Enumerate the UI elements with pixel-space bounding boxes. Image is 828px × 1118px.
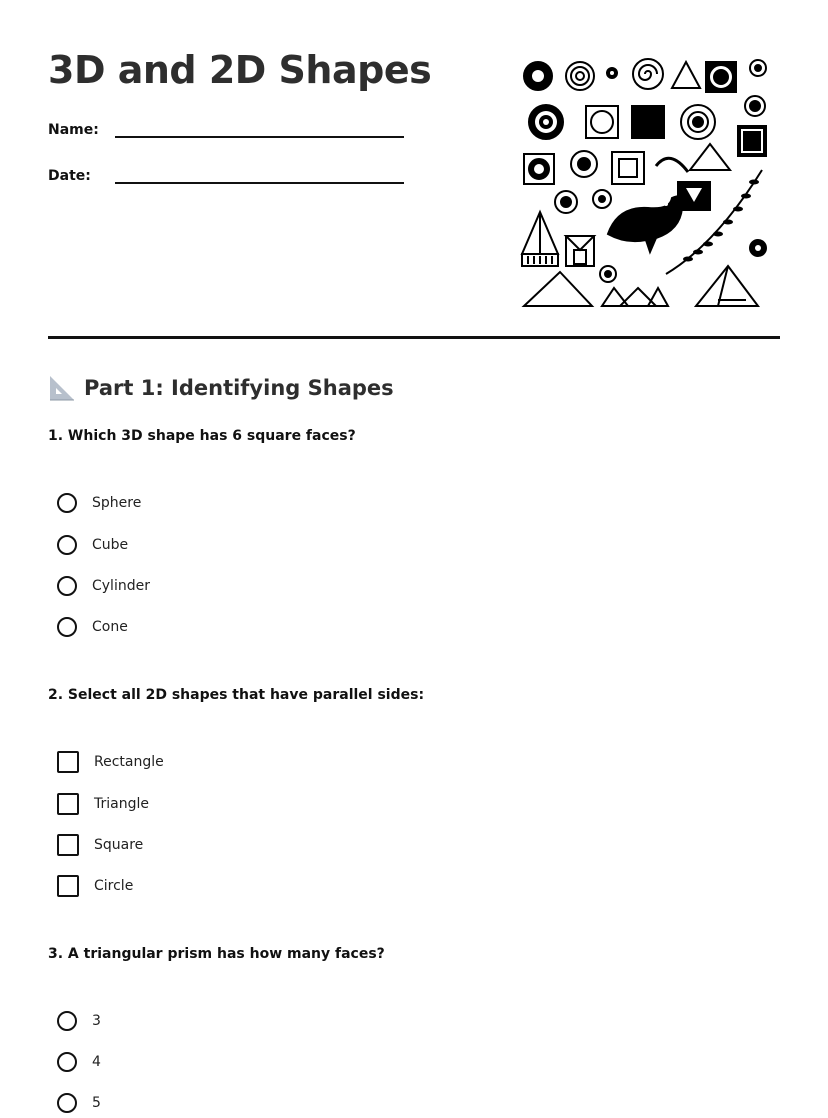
checkbox[interactable] (57, 793, 79, 815)
radio-button[interactable] (57, 535, 77, 555)
question-2-text: 2. Select all 2D shapes that have parallel sides: (48, 687, 425, 703)
name-label: Name: (48, 122, 99, 138)
option-label: Triangle (94, 796, 149, 812)
radio-button[interactable] (57, 1093, 77, 1113)
option-label: 3 (92, 1013, 101, 1029)
q3-option-4[interactable] (57, 1049, 101, 1075)
option-label: 4 (92, 1054, 101, 1070)
q2-option-rectangle[interactable] (57, 749, 164, 775)
radio-button[interactable] (57, 1052, 77, 1072)
option-label: Cylinder (92, 578, 150, 594)
shapes-collage-image (518, 54, 774, 310)
option-label: 5 (92, 1095, 101, 1111)
part1-heading: Part 1: Identifying Shapes (84, 376, 394, 400)
question-3-text: 3. A triangular prism has how many faces? (48, 946, 385, 962)
q2-option-square[interactable] (57, 832, 143, 858)
radio-button[interactable] (57, 1011, 77, 1031)
set-square-icon (48, 374, 76, 402)
q2-option-triangle[interactable] (57, 791, 149, 817)
q1-option-cylinder[interactable] (57, 573, 150, 599)
header-divider (48, 336, 780, 339)
option-label: Cube (92, 537, 129, 553)
option-label: Rectangle (94, 754, 164, 770)
name-input-line[interactable] (115, 118, 404, 138)
q1-option-sphere[interactable] (57, 490, 141, 516)
option-label: Circle (94, 878, 134, 894)
option-label: Square (94, 837, 144, 853)
checkbox[interactable] (57, 834, 79, 856)
option-label: Cone (92, 619, 128, 635)
name-field-row (48, 118, 404, 138)
radio-button[interactable] (57, 493, 77, 513)
q1-option-cone[interactable] (57, 614, 128, 640)
date-field-row (48, 164, 404, 184)
date-label: Date: (48, 168, 91, 184)
worksheet-title: 3D and 2D Shapes (48, 48, 432, 92)
checkbox[interactable] (57, 751, 79, 773)
part1-heading-row (48, 374, 394, 402)
question-1-text: 1. Which 3D shape has 6 square faces? (48, 428, 356, 444)
radio-button[interactable] (57, 576, 77, 596)
date-input-line[interactable] (115, 164, 404, 184)
q3-option-5[interactable] (57, 1090, 101, 1116)
q1-option-cube[interactable] (57, 532, 128, 558)
radio-button[interactable] (57, 617, 77, 637)
option-label: Sphere (92, 495, 142, 511)
q2-option-circle[interactable] (57, 873, 133, 899)
checkbox[interactable] (57, 875, 79, 897)
q3-option-3[interactable] (57, 1008, 101, 1034)
